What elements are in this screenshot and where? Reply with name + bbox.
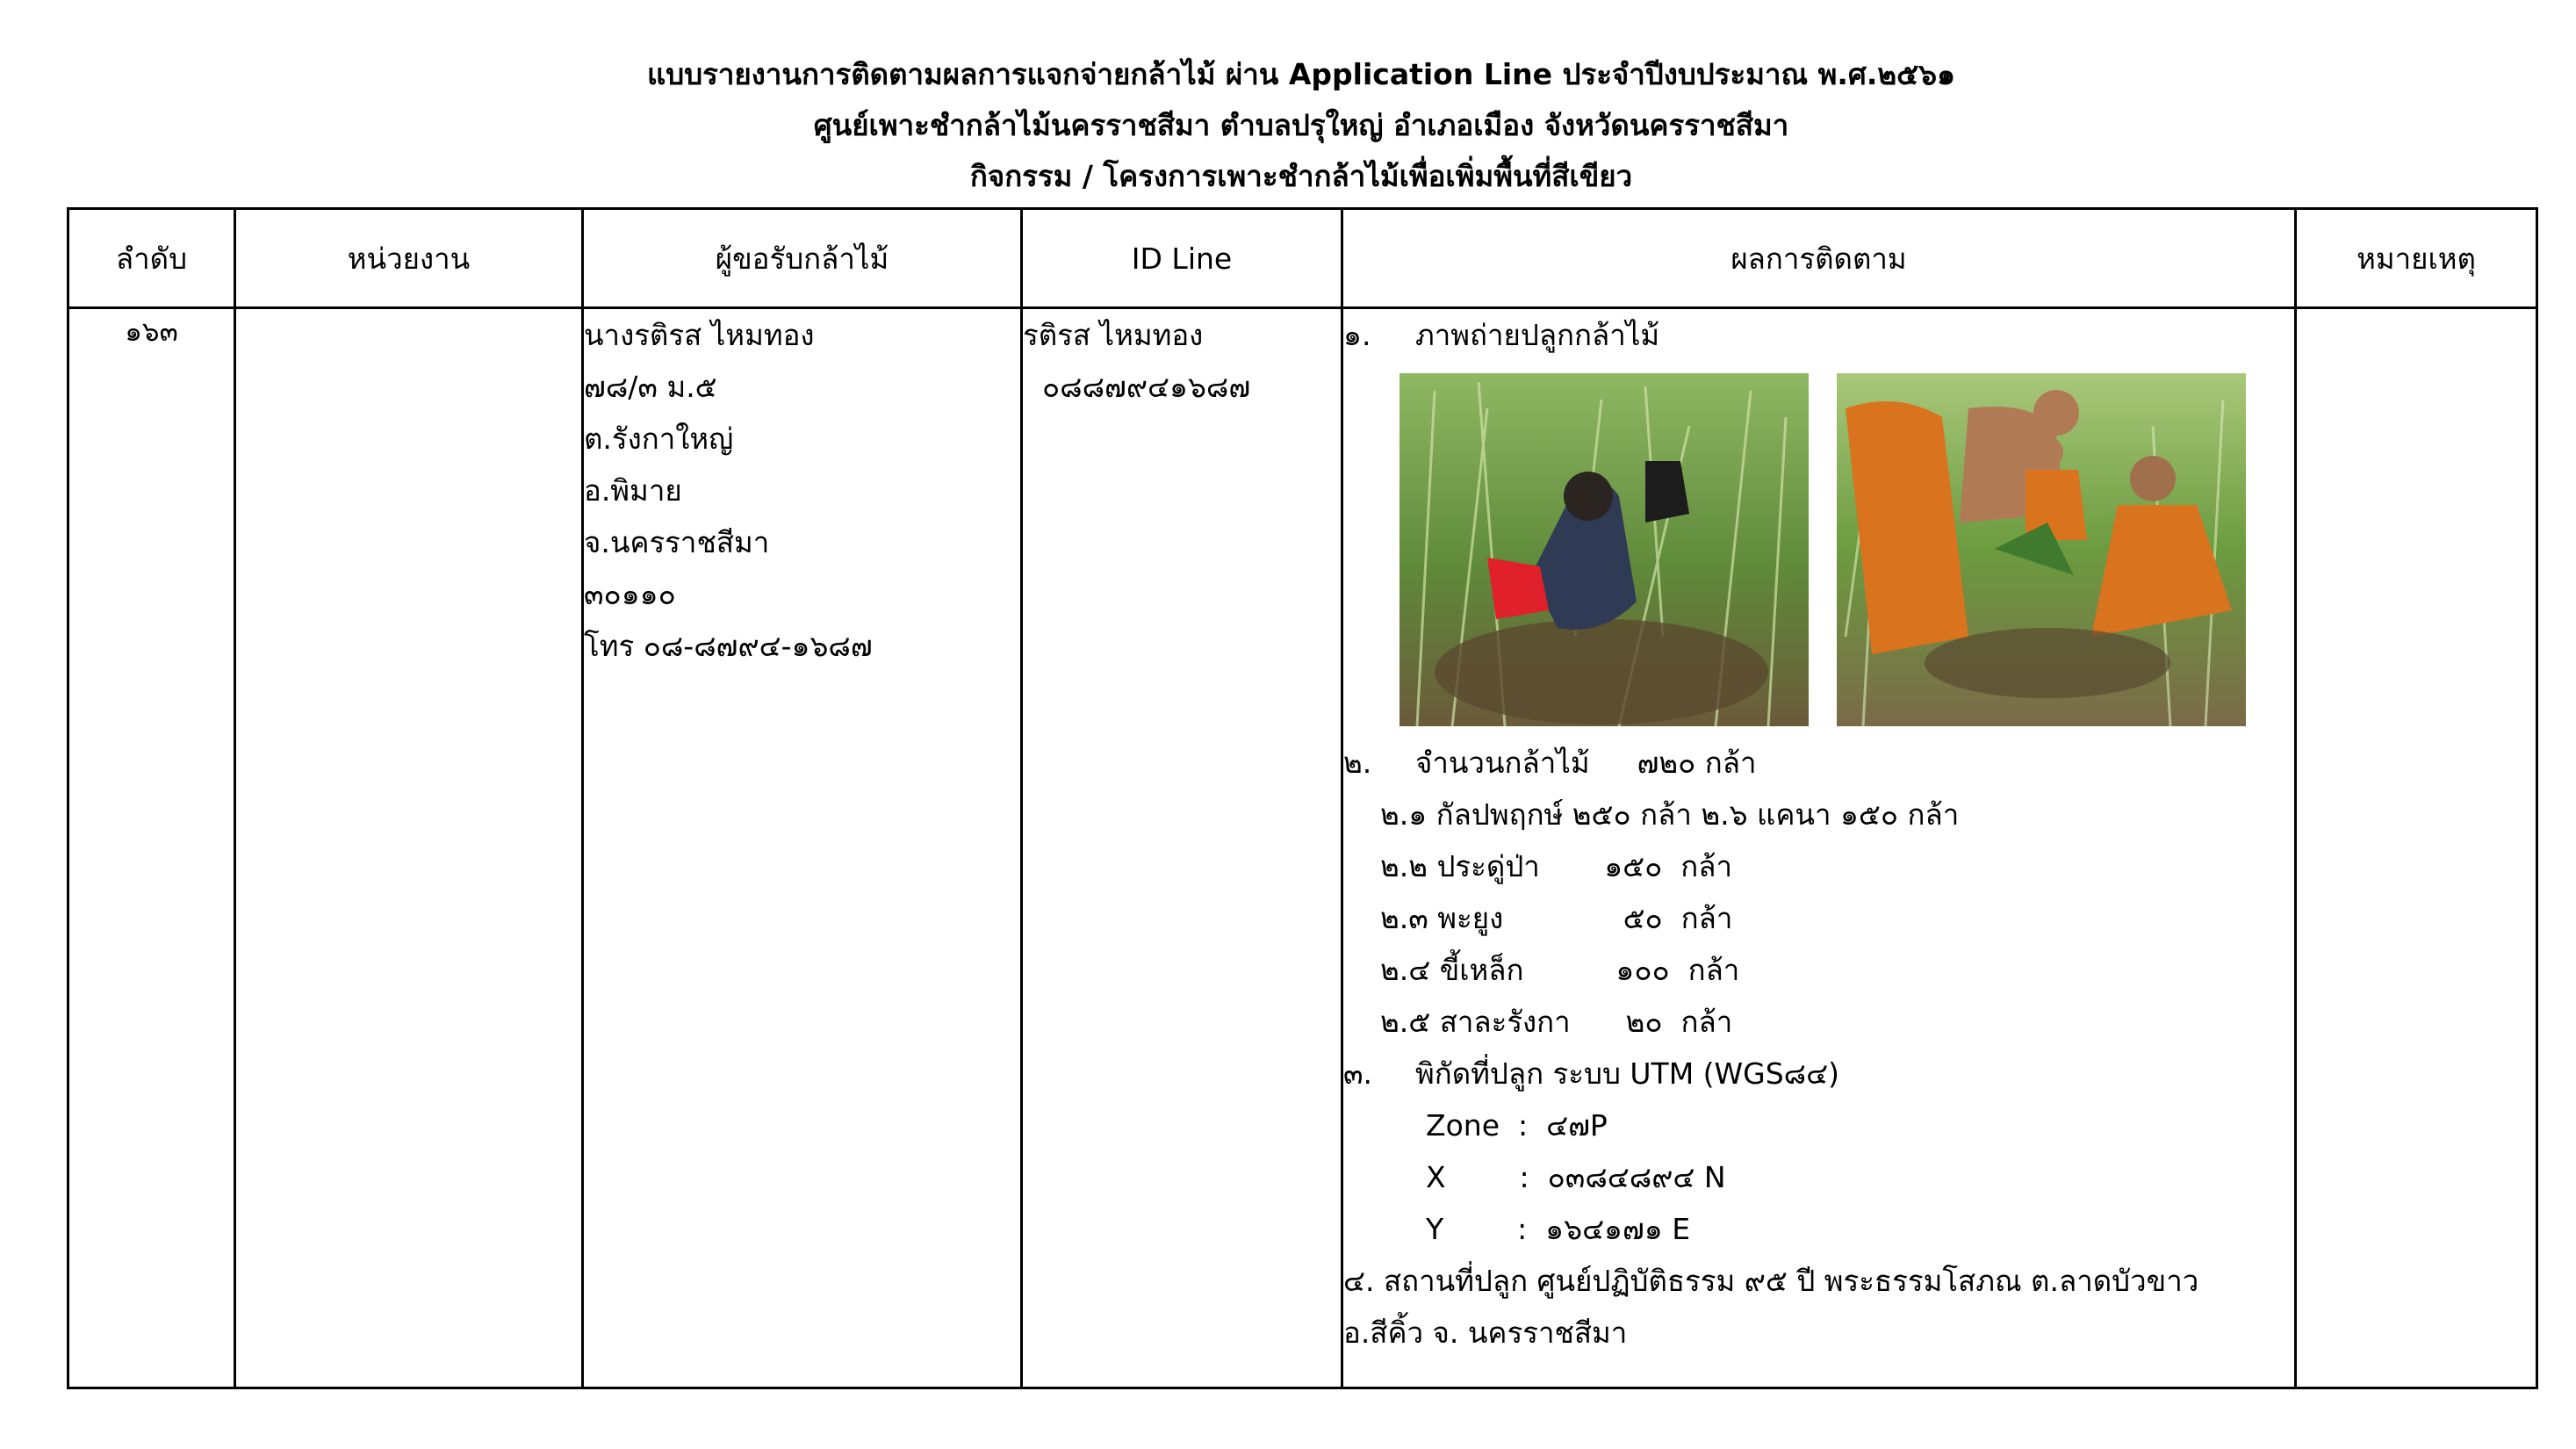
sub-item-2-5: ๒.๕ สาละรังกา ๒๐ กล้า (1380, 1005, 1733, 1039)
recipient-province: จ.นครราชสีมา (584, 525, 770, 559)
report-table (67, 207, 2538, 1389)
item-2-total: ๗๒๐ กล้า (1637, 746, 1757, 780)
recipient-name: นางรติรส ไหมทอง (584, 318, 815, 352)
coord-zone: Zone : ๔๗P (1426, 1108, 1608, 1143)
col-header-agency: หน่วยงาน (235, 209, 583, 308)
result-item-4: ๔. สถานที่ปลูก ศูนย์ปฏิบัติธรรม ๙๕ ปี พระธรรมโสภณ ต.ลาดบัวขาว อ.สีคิ้ว จ. นครราชสีมา (1343, 1264, 2199, 1350)
sub-item-2-3: ๒.๓ พะยูง ๕๐ กล้า (1380, 901, 1733, 935)
result-item-2 (1343, 737, 2294, 789)
item-1-number: ๑. (1343, 318, 1371, 352)
cell-result (1342, 308, 2296, 1388)
planting-photo-1 (1400, 373, 1809, 726)
item-2-number: ๒. (1343, 746, 1372, 780)
table-header-row (68, 209, 2537, 308)
sub-item-2-1: ๒.๑ กัลปพฤกษ์ ๒๕๐ กล้า ๒.๖ แคนา ๑๕๐ กล้า (1380, 797, 1960, 832)
item-3-number: ๓. (1343, 1056, 1373, 1091)
coord-x: X : ๐๓๘๔๘๙๔ N (1426, 1160, 1726, 1194)
result-item-3 (1343, 1048, 2294, 1099)
col-header-remark: หมายเหตุ (2296, 209, 2537, 308)
recipient-postcode: ๓๐๑๑๐ (584, 577, 676, 611)
cell-remark (2296, 308, 2537, 1388)
coord-y: Y : ๑๖๔๑๗๑ E (1426, 1212, 1691, 1246)
recipient-address: ๗๘/๓ ม.๕ (584, 370, 717, 404)
report-subtitle-activity: กิจกรรม / โครงการเพาะชำกล้าไม้เพื่อเพิ่มพื้นที่สีเขียว (969, 159, 1633, 193)
recipient-subdistrict: ต.รังกาใหญ่ (584, 422, 734, 456)
table-row (68, 308, 2537, 1388)
id-line-number: ๐๘๘๗๙๔๑๖๘๗ (1042, 370, 1251, 404)
cell-recipient (583, 308, 1022, 1388)
report-title: แบบรายงานการติดตามผลการแจกจ่ายกล้าไม้ ผ่าน Application Line ประจำปีงบประมาณ พ.ศ.๒๕๖๑ (647, 57, 1955, 91)
col-header-recipient: ผู้ขอรับกล้าไม้ (583, 209, 1022, 308)
recipient-district: อ.พิมาย (584, 473, 682, 508)
sub-item-2-4: ๒.๔ ขี้เหล็ก ๑๐๐ กล้า (1380, 953, 1740, 987)
item-1-label: ภาพถ่ายปลูกกล้าไม้ (1415, 318, 1660, 352)
report-subtitle-center: ศูนย์เพาะชำกล้าไม้นครราชสีมา ตำบลปรุใหญ่ อำเภอเมือง จังหวัดนครราชสีมา (813, 108, 1789, 142)
planting-photo-2 (1837, 373, 2246, 726)
planting-photos (1400, 373, 2294, 726)
col-header-order: ลำดับ (68, 209, 235, 308)
result-item-1 (1343, 309, 2294, 361)
col-header-id-line: ID Line (1022, 209, 1342, 308)
recipient-phone: โทร ๐๘-๘๗๙๔-๑๖๘๗ (584, 629, 873, 663)
id-line-name: รติรส ไหมทอง (1023, 318, 1204, 352)
item-2-label: จำนวนกล้าไม้ (1415, 746, 1590, 780)
cell-order: ๑๖๓ (68, 308, 235, 1388)
item-3-label: พิกัดที่ปลูก ระบบ UTM (WGS๘๔) (1415, 1056, 1839, 1091)
sub-item-2-2: ๒.๒ ประดู่ป่า ๑๕๐ กล้า (1380, 849, 1732, 883)
cell-id-line (1022, 308, 1342, 1388)
col-header-result: ผลการติดตาม (1342, 209, 2296, 308)
cell-agency (235, 308, 583, 1388)
report-header (0, 49, 2576, 202)
